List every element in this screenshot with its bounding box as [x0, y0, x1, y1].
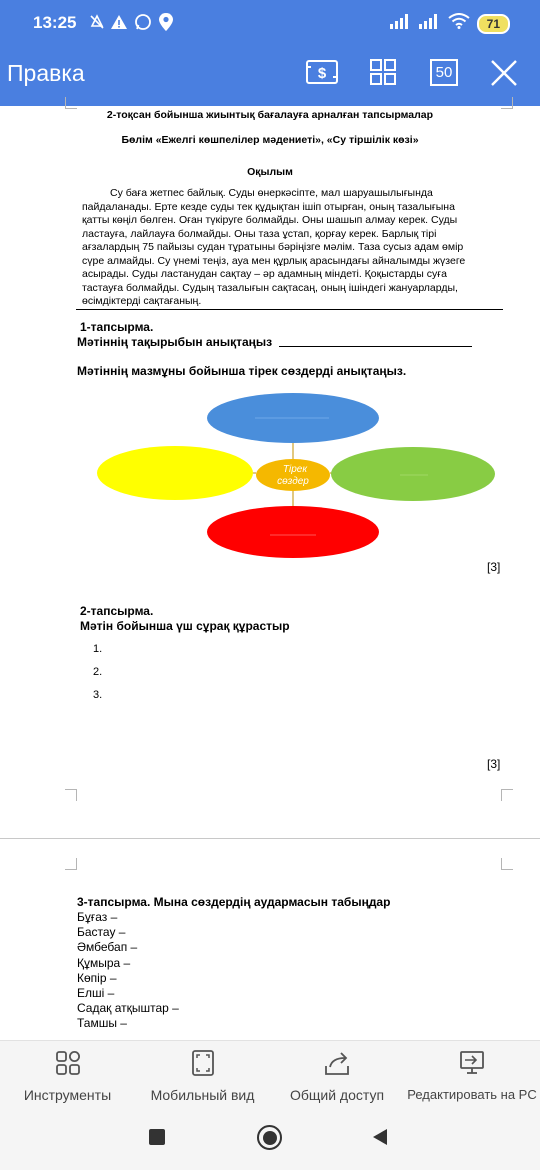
location-icon: [158, 12, 174, 37]
edit-on-pc-button[interactable]: [405, 1041, 539, 1107]
tools-button[interactable]: [10, 1041, 125, 1107]
paragraph-line: қатты көңіл бөлген. Оған түкіруге болмайды. Оны шашып алмау керек. Суды: [82, 214, 458, 226]
close-icon[interactable]: [489, 58, 519, 88]
word-item: Әмбебап –: [77, 940, 138, 955]
reading-heading: Оқылым: [247, 166, 293, 178]
back-icon[interactable]: [371, 1128, 389, 1151]
center-oval-label-1: Тірек: [282, 464, 308, 475]
paragraph-line: пайдаланады. Ерте кезде суды тек құдықтан ішіп отырған, оның тазалығына: [82, 200, 455, 213]
signal-icon: [390, 13, 412, 34]
paragraph-line: өсімдіктерді сақтағаның.: [82, 295, 202, 307]
wifi-icon: [448, 13, 470, 34]
task2-title: 2-тапсырма.: [80, 604, 154, 618]
task1-line: Мәтіннің тақырыбын анықтаңыз: [77, 335, 273, 349]
edit-on-pc-label: Редактировать на PC: [407, 1087, 537, 1102]
red-oval: [207, 506, 379, 558]
mobile-view-icon: [191, 1050, 215, 1081]
paragraph-line: тастауға болмайды. Судың тазалығын сақтасаң, оның ішіндегі жануарларды,: [82, 281, 458, 294]
answer-line: [279, 346, 472, 347]
task2-item: 2.: [93, 666, 103, 678]
word-item: Көпір –: [77, 970, 117, 985]
page-separator: [0, 838, 540, 839]
reading-paragraph: [82, 187, 504, 309]
page-count-label: 50: [435, 64, 453, 81]
word-item: Бұғаз –: [77, 910, 118, 924]
status-time: 13:25: [33, 13, 77, 32]
stop-icon[interactable]: [149, 1129, 165, 1145]
task2-item: 3.: [93, 689, 103, 701]
svg-text:$: $: [317, 65, 327, 82]
task1-instruction: Мәтіннің мазмұны бойынша тірек сөздерді анықтаңыз.: [77, 364, 407, 378]
green-oval: [331, 447, 495, 501]
paragraph-line: ластауға, лайлауға болмайды. Оны таза ұстап, қорғау керек. Барлық тірі: [82, 227, 437, 240]
money-icon[interactable]: [305, 58, 339, 86]
page-count-button[interactable]: [430, 59, 458, 86]
share-label: Общий доступ: [289, 1087, 385, 1103]
yellow-oval: [97, 446, 253, 500]
share-icon: [323, 1050, 351, 1081]
tools-icon: [55, 1050, 81, 1081]
keyword-diagram: [90, 390, 510, 560]
center-oval-label-2: сөздер: [277, 476, 309, 487]
paragraph-line: асырады. Суды ластанудан сақтау – әр адамның міндеті. Қоқыстарды суға: [82, 268, 447, 280]
do-not-disturb-icon: [88, 13, 106, 36]
edit-on-pc-icon: [458, 1050, 486, 1081]
tools-label: Инструменты: [23, 1087, 112, 1103]
paragraph-line: ағзалардың 75 пайызы судан тұратыны бәріңізге мәлім. Таза сусыз адам өмір: [82, 241, 464, 253]
word-item: Садақ атқыштар –: [77, 1001, 179, 1016]
whatsapp-icon: [134, 13, 152, 36]
mobile-view-button[interactable]: [140, 1041, 265, 1107]
mobile-view-label: Мобильный вид: [150, 1087, 255, 1103]
word-item: Елші –: [77, 986, 115, 1001]
task2-item: 1.: [93, 643, 103, 655]
word-item: Бастау –: [77, 925, 126, 940]
score-label: [3]: [487, 757, 501, 771]
bottom-toolbar: [0, 1040, 540, 1106]
system-nav-bar: [0, 1106, 540, 1170]
signal-icon: [419, 13, 441, 34]
paragraph-divider: [76, 309, 503, 310]
document-header-title: 2-тоқсан бойынша жиынтық бағалауға арналған тапсырмалар: [106, 109, 434, 121]
home-icon[interactable]: [257, 1125, 282, 1150]
word-item: Тамшы –: [77, 1016, 127, 1031]
task3-word-list: [77, 910, 179, 1032]
task1-title: 1-тапсырма.: [80, 320, 154, 334]
share-button[interactable]: [282, 1041, 392, 1107]
word-item: Құмыра –: [77, 955, 131, 970]
task3-title: 3-тапсырма. Мына сөздердің аудармасын табыңдар: [77, 895, 391, 909]
paragraph-line: Су баға жетпес байлық. Суды өнеркәсіпте, мал шаруашылығында: [110, 187, 433, 199]
app-header: [0, 0, 540, 106]
grid-icon[interactable]: [369, 58, 397, 86]
warning-icon: [110, 13, 128, 36]
score-label: [3]: [487, 560, 501, 574]
battery-indicator: 71: [477, 14, 510, 34]
paragraph-line: сүре алмайды. Су үнемі теңіз, ауа мен құрлық арасындағы айналымды жүзеге: [82, 254, 466, 267]
section-title: Бөлім «Ежелгі көшпелілер мәдениеті», «Су тіршілік көзі»: [121, 134, 419, 146]
task2-instruction: Мәтін бойынша үш сұрақ құрастыр: [80, 619, 290, 633]
app-title: Правка: [7, 60, 85, 86]
